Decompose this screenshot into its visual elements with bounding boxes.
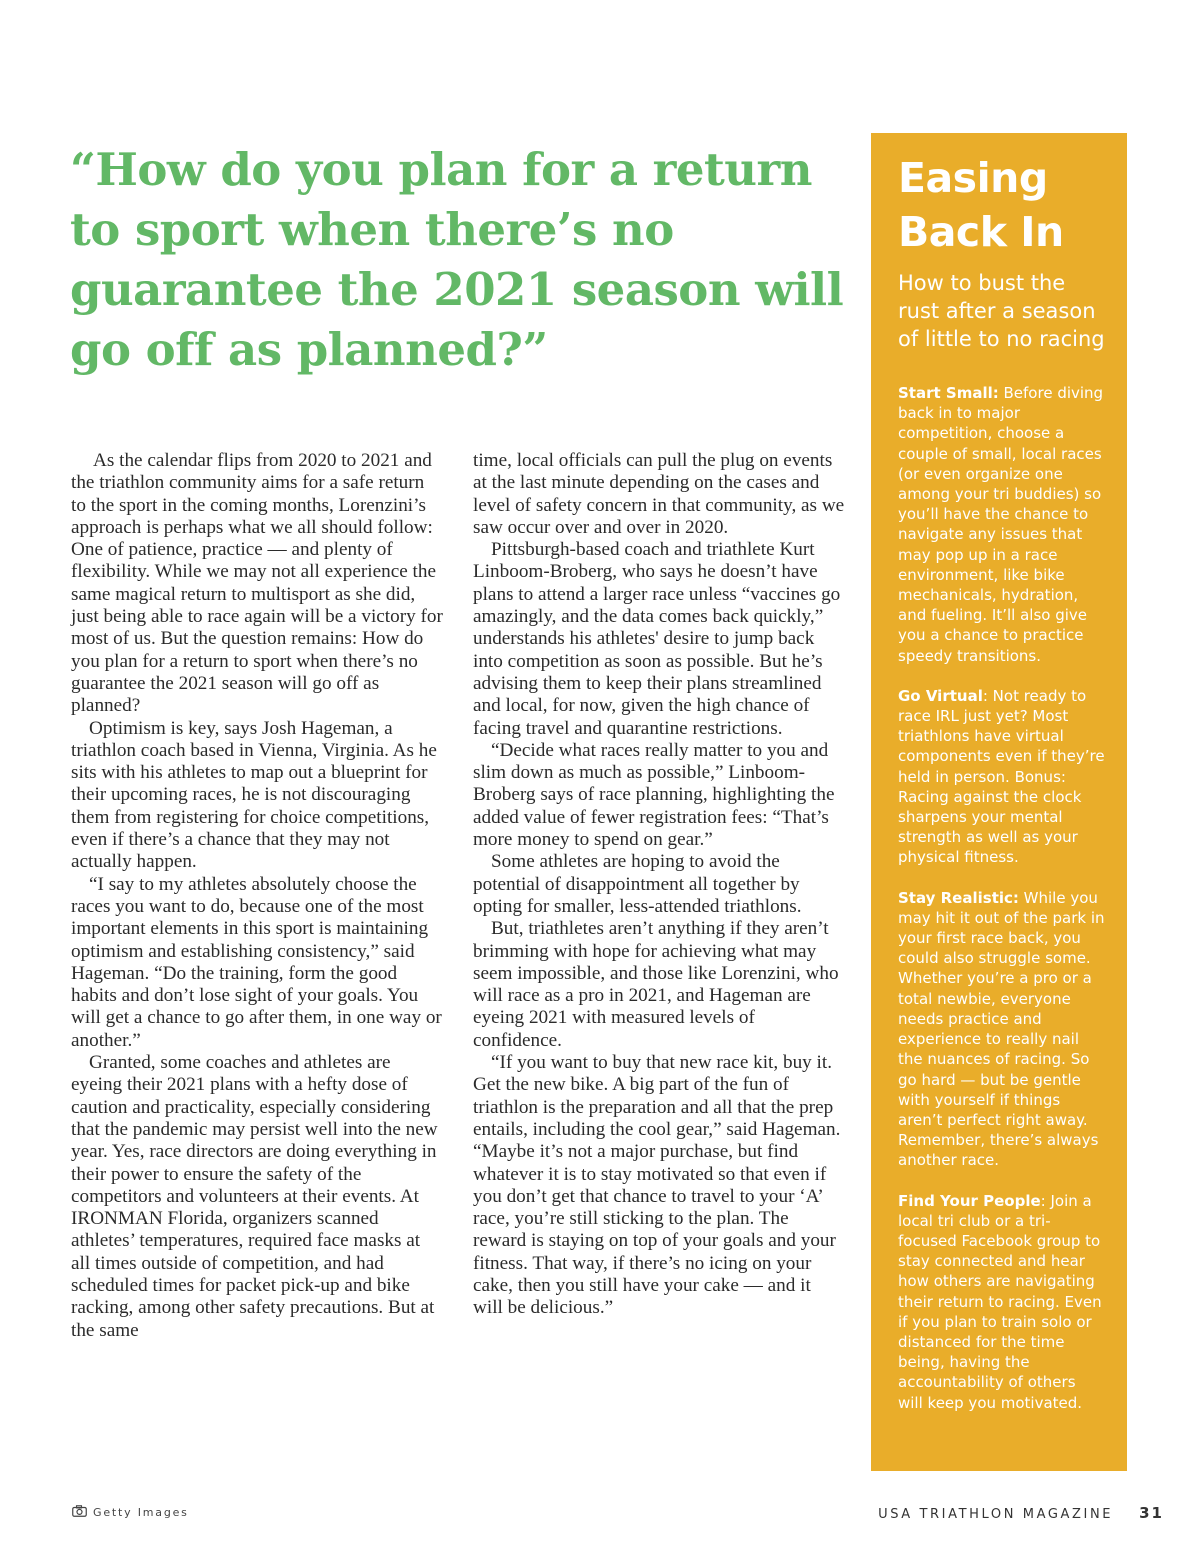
sidebar-title-line: Easing [898, 154, 1048, 202]
tip-text: : Join a local tri club or a tri-focused Facebook group to stay connected and hear how others are navigating their return to racing. Even if you plan to train solo or distanced for the time being, having the accountability of others will keep you motivated. [898, 1191, 1102, 1412]
article-paragraph: “I say to my athletes absolutely choose the races you want to do, because one of the most important elements in this sport is maintaining optimism and establishing consistency,” said Hageman. “Do the training, form the good habits and don’t lose sight of your goals. You will get a chance to go after them, in one way or another.” [71, 873, 442, 1051]
article-paragraph: “If you want to buy that new race kit, buy it. Get the new bike. A big part of the fun of triathlon is the preparation and all that the prep entails, including the cool gear,” said Hageman. “Maybe it’s not a major purchase, but find whatever it is to stay motivated so that even if you don’t get that chance to travel to your ‘A’ race, you’re still sticking to the plan. The reward is staying on top of your goals and your fitness. That way, if there’s no icing on your cake, then you still have your cake — and it will be delicious.” [473, 1052, 841, 1319]
photo-credit-text: Getty Images [93, 1506, 189, 1519]
tip-lead: Find Your People [898, 1191, 1041, 1210]
photo-credit [72, 1505, 189, 1520]
sidebar-easing-back-in [871, 133, 1127, 1471]
article-column-middle [473, 450, 845, 1320]
page-footer [878, 1504, 1164, 1522]
sidebar-tip [898, 1191, 1105, 1413]
pull-quote: “How do you plan for a return to sport when there’s no guarantee the 2021 season will go off as planned?” [70, 143, 844, 376]
sidebar-title-line: Back In [898, 208, 1064, 256]
camera-icon [72, 1505, 87, 1520]
tip-text: : Not ready to race IRL just yet? Most triathlons have virtual components even if they’re held in person. Bonus: Racing against the clock sharpens your mental strength as well as your physical fitness. [898, 686, 1105, 867]
sidebar-tips [898, 383, 1105, 1413]
article-paragraph: But, triathletes aren’t anything if they aren’t brimming with hope for achieving what may seem impossible, and those like Lorenzini, who will race as a pro in 2021, and Hageman are eyeing 2021 with measured levels of confidence. [473, 918, 839, 1051]
sidebar-subhead: How to bust the rust after a season of little to no racing [898, 271, 1105, 351]
article-paragraph: Granted, some coaches and athletes are eyeing their 2021 plans with a hefty dose of caution and practicality, especially considering that the pandemic may persist well into the new year. Yes, race directors are doing everything in their power to ensure the safety of the competitors and volunteers at their events. At IRONMAN Florida, organizers scanned athletes’ temperatures, required face masks at all times outside of competition, and had scheduled times for packet pick-up and bike racking, among other safety precautions. But at the same [71, 1052, 438, 1341]
tip-text: Before diving back in to major competition, choose a couple of small, local races (or even organize one among your tri buddies) so you’ll have the chance to navigate any issues that may pop up in a race environment, like bike mechanicals, hydration, and fueling. It’ll also give you a chance to practice speedy transitions. [898, 384, 1104, 665]
article-column-left [71, 450, 443, 1342]
article-paragraph: time, local officials can pull the plug on events at the last minute depending on the cases and level of safety concern in that community, as we saw occur over and over in 2020. [473, 450, 845, 538]
page-number: 31 [1139, 1504, 1164, 1522]
article-paragraph: As the calendar flips from 2020 to 2021 and the triathlon community aims for a safe return to the sport in the coming months, Lorenzini’s approach is perhaps what we all should follow: One of patience, practice — and plenty of flexibility. While we may not all experience the same magical return to multisport as she did, just being able to race again will be a victory for most of us. But the question remains: How do you plan for a return to sport when there’s no guarantee the 2021 season will go off as planned? [71, 450, 443, 717]
tip-lead: Start Small: [898, 384, 999, 402]
sidebar-tip [898, 383, 1105, 666]
article-paragraph: Optimism is key, says Josh Hageman, a triathlon coach based in Vienna, Virginia. As he sits with his athletes to map out a blueprint for their upcoming races, he is not discouraging them from registering for choice competitions, even if there’s a chance that they may not actually happen. [71, 717, 437, 873]
article-paragraph: Some athletes are hoping to avoid the potential of disappointment all together by opting for smaller, less-attended triathlons. [473, 851, 802, 917]
sidebar-tip [898, 686, 1105, 868]
tip-text: While you may hit it out of the park in your first race back, you could also struggle some. Whether you’re a pro or a total newbie, everyone needs practice and experience to really nail the nuances of racing. So go hard — but be gentle with yourself if things aren’t perfect right away. Remember, there’s always another race. [898, 888, 1105, 1170]
tip-lead: Go Virtual [898, 686, 983, 705]
sidebar-title [898, 151, 1105, 259]
sidebar-tip [898, 888, 1105, 1171]
magazine-name: USA TRIATHLON MAGAZINE [878, 1507, 1114, 1522]
article-paragraph: Pittsburgh-based coach and triathlete Kurt Linboom-Broberg, who says he doesn’t have plans to attend a larger race unless “vaccines go amazingly, and the data comes back quickly,” understands his athletes' desire to jump back into competition as soon as possible. But he’s advising them to keep their plans streamlined and local, for now, given the high chance of facing travel and quarantine restrictions. [473, 539, 841, 739]
article-paragraph: “Decide what races really matter to you and slim down as much as possible,” Linboom-Broberg says of race planning, highlighting the added value of fewer registration fees: “That’s more money to spend on gear.” [473, 739, 835, 851]
tip-lead: Stay Realistic: [898, 888, 1019, 907]
